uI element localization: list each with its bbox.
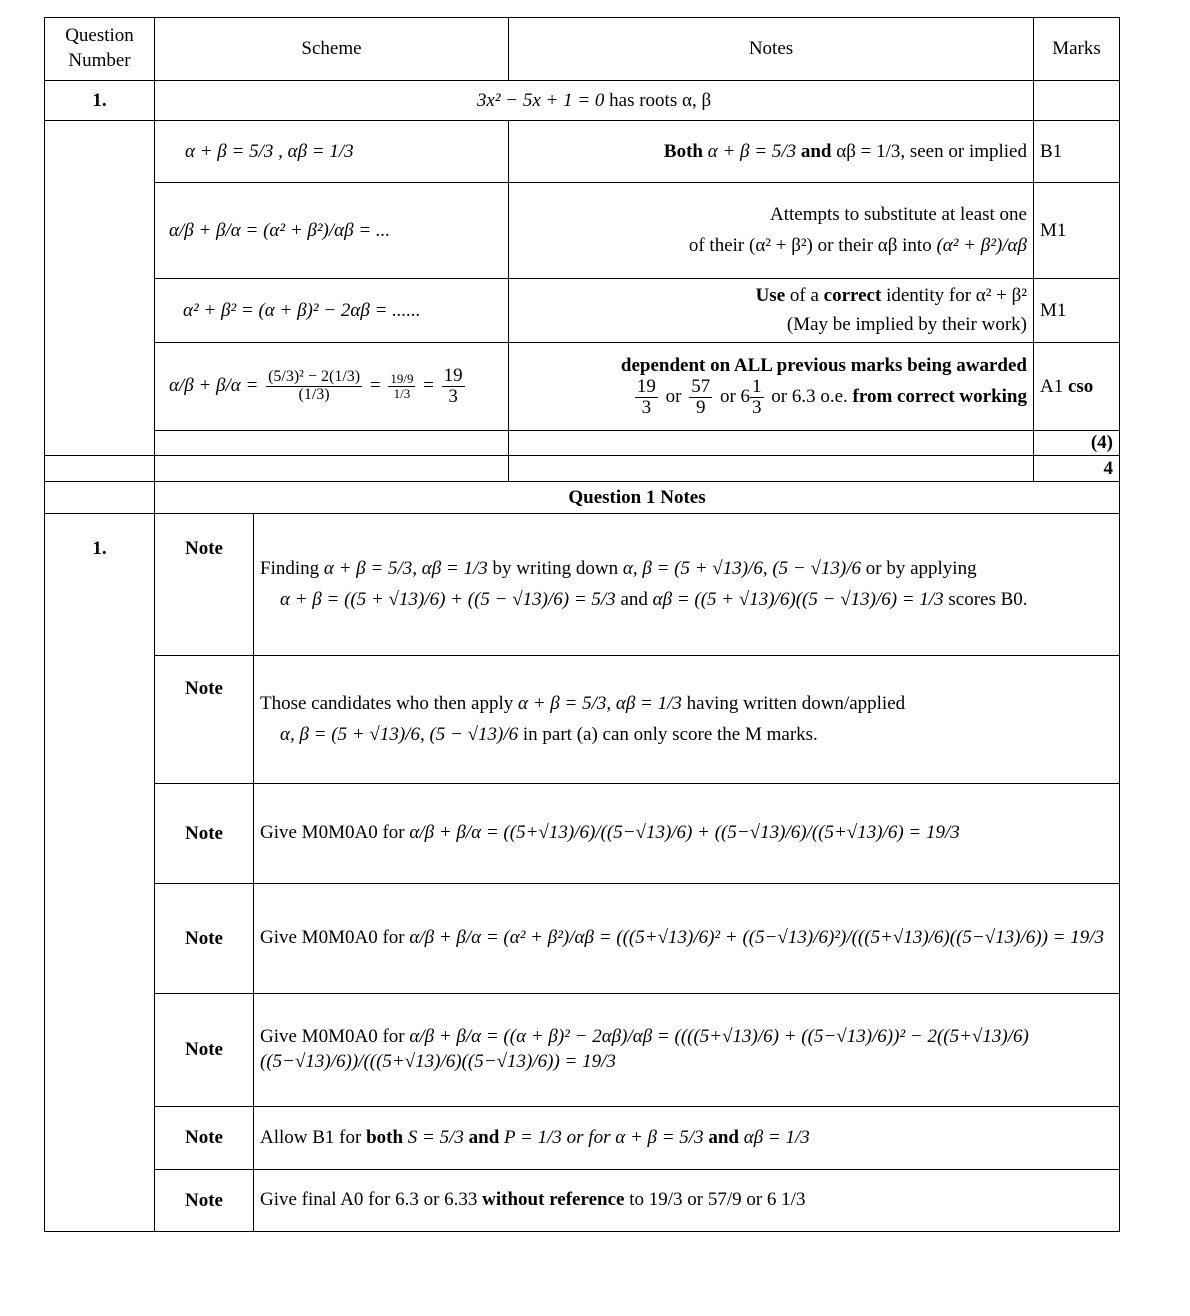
- note-identity: [509, 279, 1034, 343]
- note-2-line1: [260, 692, 1113, 717]
- n1-scores-b0: scores B0.: [948, 588, 1028, 610]
- n6-s: S = 5/3: [407, 1126, 464, 1148]
- n2-sum-product: α + β = 5/3, αβ = 1/3: [518, 692, 682, 714]
- note-substitute-line2-text: of their (α² + β²) or their αβ into: [688, 234, 932, 256]
- question-mark-empty: [1034, 81, 1120, 121]
- n1-sum-expanded: α + β = ((5 + √13)/6) + ((5 − √13)/6) = 5/3: [280, 588, 616, 610]
- notes-question-number: 1.: [45, 514, 155, 1232]
- note-6-content: [254, 1107, 1120, 1170]
- note-product: αβ = 1/3, seen or implied: [836, 140, 1027, 162]
- mark-m1-first: M1: [1034, 183, 1120, 279]
- note-v4: or 6.3 o.e.: [771, 385, 848, 407]
- notes-title-row: [45, 482, 1120, 514]
- note-label-7: Note: [155, 1170, 254, 1232]
- mark-a1-label: A1: [1040, 375, 1064, 397]
- scheme-final-main-fraction: [266, 369, 362, 404]
- n6-and2-bold: and: [708, 1126, 739, 1148]
- note-v1-den: 3: [641, 397, 652, 418]
- n2-having-written: having written down/applied: [686, 692, 906, 714]
- note-row-1: [45, 514, 1120, 656]
- note-final: [509, 343, 1034, 431]
- subtotal-mark: (4): [1034, 431, 1120, 456]
- note-label-5: Note: [155, 994, 254, 1107]
- note-label-3: Note: [155, 784, 254, 884]
- scheme-final-calculation: α/β + β/α = $\frac{\text{(5/3)² − 2(1/3)}}{(1/3)}$ = $\frac{19/9}{1/3}$ = $\frac{19}{3}$: [155, 343, 509, 431]
- n4-expression: α/β + β/α = (α² + β²)/αβ = (((5+√13)/6)² + ((5−√13)/6)²)/(((5+√13)/6)((5−√13)/6)) = 19/3: [409, 927, 1105, 949]
- question-equation: 3x² − 5x + 1 = 0: [476, 89, 605, 111]
- note-value-6-1-3: [750, 377, 764, 418]
- note-correct-working-bold: from correct working: [852, 385, 1027, 407]
- note-label-6: Note: [155, 1107, 254, 1170]
- note-label-1: Note: [155, 514, 254, 656]
- note-3-content: [254, 784, 1120, 884]
- mark-scheme-table: [44, 17, 1120, 1232]
- note-substitute-line2: [515, 231, 1027, 261]
- n1-product-expanded: αβ = ((5 + √13)/6)((5 − √13)/6) = 1/3: [652, 588, 944, 610]
- note-1-line2: [260, 588, 1113, 613]
- note-final-values: [515, 377, 1027, 418]
- n6-allow: Allow B1 for: [260, 1126, 362, 1148]
- note-1-content: [254, 514, 1120, 656]
- note-4-content: [254, 884, 1120, 994]
- scheme-sum-of-ratios: α/β + β/α = (α² + β²)/αβ = ...: [155, 183, 509, 279]
- scheme-row-m1-identity: [45, 279, 1120, 343]
- question-number: 1.: [45, 81, 155, 121]
- note-value-57-9: [689, 377, 712, 418]
- scheme-row-a1: [45, 343, 1120, 431]
- n1-by-writing: by writing down: [492, 557, 619, 579]
- n7-values: to 19/3 or 57/9 or 6 1/3: [629, 1189, 806, 1211]
- note-row-2: [45, 656, 1120, 784]
- question-statement: [155, 81, 1034, 121]
- n7-give: Give final A0 for 6.3 or 6.33: [260, 1189, 478, 1211]
- note-sum: α + β = 5/3: [707, 140, 797, 162]
- mark-cso-bold: cso: [1067, 375, 1094, 397]
- note-identity-line2: (May be implied by their work): [786, 313, 1027, 335]
- note-use-bold: Use: [755, 285, 786, 306]
- total-row: [45, 456, 1120, 482]
- note-identity-line1: [515, 282, 1027, 311]
- note-substitute: [509, 183, 1034, 279]
- n2-part-a: in part (a) can only score the M marks.: [522, 723, 818, 745]
- note-row-6: [45, 1107, 1120, 1170]
- n1-or-applying: or by applying: [865, 557, 977, 579]
- header-row: [45, 18, 1120, 81]
- total-mark: 4: [1034, 456, 1120, 482]
- question-has-roots: has roots α, β: [609, 89, 712, 111]
- question-number-spacer: [45, 121, 155, 456]
- note-substitute-fraction: (α² + β²)/αβ: [936, 234, 1027, 256]
- n7-without-reference-bold: without reference: [482, 1189, 625, 1211]
- note-or-1: or: [665, 385, 682, 407]
- scheme-mid-denominator: 1/3: [393, 386, 411, 401]
- n1-sum-product: α + β = 5/3, αβ = 1/3: [323, 557, 488, 579]
- question-row: [45, 81, 1120, 121]
- mark-m1-second: M1: [1034, 279, 1120, 343]
- header-notes: Notes: [509, 18, 1034, 81]
- n5-expression: α/β + β/α = ((α + β)² − 2αβ)/αβ = ((((5+√13)/6) + ((5−√13)/6))² − 2((5+√13)/6)((5−√13)/6))/(((5+√13)/6)((5−√13)/6)) = 19/3: [260, 1026, 1029, 1072]
- note-7-content: [254, 1170, 1120, 1232]
- note-2-line2: [260, 723, 1113, 748]
- note-row-4: [45, 884, 1120, 994]
- scheme-sum-product: α + β = 5/3 , αβ = 1/3: [155, 121, 509, 183]
- note-or-2: or: [719, 385, 736, 407]
- note-v3-whole: 6: [740, 385, 751, 407]
- note-label-4: Note: [155, 884, 254, 994]
- note-v1-num: 19: [636, 376, 656, 398]
- note-correct-bold: correct: [823, 285, 882, 306]
- n6-product: αβ = 1/3: [743, 1126, 810, 1148]
- n1-finding: Finding: [260, 557, 320, 579]
- note-and-bold: and: [800, 140, 832, 162]
- header-scheme: Scheme: [155, 18, 509, 81]
- n6-and-bold: and: [468, 1126, 500, 1148]
- note-substitute-line1: Attempts to substitute at least one: [770, 204, 1027, 226]
- note-1-line1: [260, 557, 1113, 582]
- note-v2-num: 57: [691, 376, 711, 398]
- note-value-19-3: [635, 377, 658, 418]
- header-question-number: Question Number: [45, 18, 155, 81]
- scheme-result-denominator: 3: [448, 386, 458, 407]
- note-row-3: [45, 784, 1120, 884]
- mark-b1: B1: [1034, 121, 1120, 183]
- scheme-final-result: [442, 366, 465, 407]
- note-sum-product: [509, 121, 1034, 183]
- scheme-mid-numerator: 19/9: [390, 371, 414, 387]
- note-of-a: of a: [789, 285, 819, 306]
- n4-give: Give M0M0A0 for: [260, 927, 405, 949]
- n2-candidates: Those candidates who then apply: [260, 692, 514, 714]
- n3-expression: α/β + β/α = ((5+√13)/6)/((5−√13)/6) + ((5−√13)/6)/((5+√13)/6) = 19/3: [409, 822, 960, 844]
- header-marks: Marks: [1034, 18, 1120, 81]
- n1-and: and: [620, 588, 648, 610]
- n6-both-bold: both: [366, 1126, 404, 1148]
- note-5-content: [254, 994, 1120, 1107]
- scheme-row-m1-substitute: [45, 183, 1120, 279]
- note-v3-num: 1: [752, 376, 762, 398]
- scheme-final-mid-fraction: [388, 372, 415, 400]
- note-label-2: Note: [155, 656, 254, 784]
- note-v3-den: 3: [752, 397, 762, 418]
- notes-title: Question 1 Notes: [155, 482, 1120, 514]
- n5-give: Give M0M0A0 for: [260, 1026, 405, 1048]
- note-row-5: [45, 994, 1120, 1107]
- mark-a1: [1034, 343, 1120, 431]
- note-2-content: [254, 656, 1120, 784]
- n3-give: Give M0M0A0 for: [260, 822, 405, 844]
- scheme-final-denominator: (1/3): [298, 386, 330, 403]
- note-both-bold: Both: [663, 140, 703, 162]
- scheme-row-b1: [45, 121, 1120, 183]
- n2-roots: α, β = (5 + √13)/6, (5 − √13)/6: [280, 723, 519, 745]
- subtotal-row: [45, 431, 1120, 456]
- scheme-final-lhs: α/β + β/α =: [169, 374, 259, 396]
- scheme-final-numerator: (5/3)² − 2(1/3): [268, 368, 361, 386]
- note-dependent-bold: dependent on ALL previous marks being awarded: [620, 355, 1027, 377]
- scheme-identity: α² + β² = (α + β)² − 2αβ = ......: [155, 279, 509, 343]
- n1-roots: α, β = (5 + √13)/6, (5 − √13)/6: [622, 557, 862, 579]
- note-v2-den: 9: [695, 397, 706, 418]
- note-row-7: [45, 1170, 1120, 1232]
- n6-p: P = 1/3 or for α + β = 5/3: [504, 1126, 704, 1148]
- note-identity-text: identity for α² + β²: [886, 285, 1027, 306]
- scheme-result-numerator: 19: [443, 365, 463, 387]
